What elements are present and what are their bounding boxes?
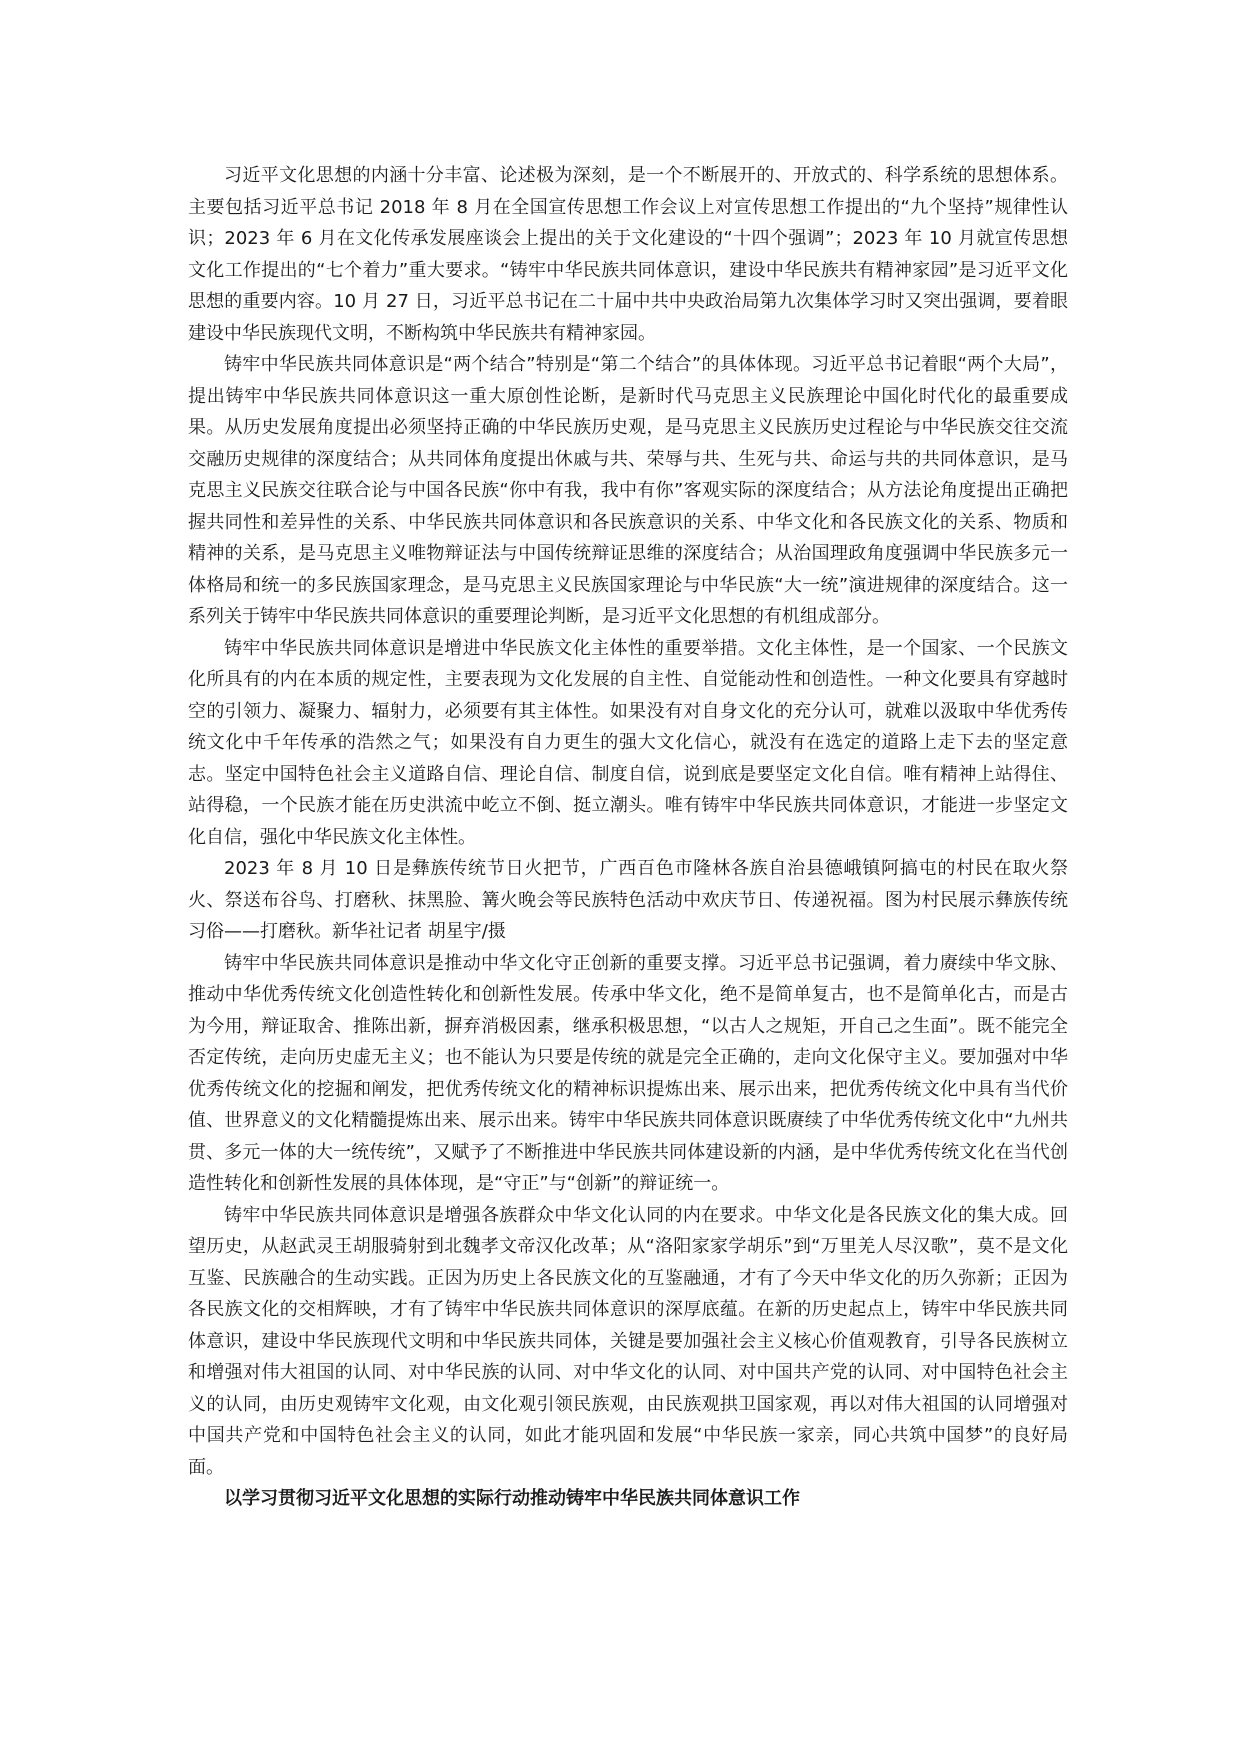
paragraph-5: 铸牢中华民族共同体意识是增强各族群众中华文化认同的内在要求。中华文化是各民族文化的集大成。回望历史，从赵武灵王胡服骑射到北魏孝文帝汉化改革；从“洛阳家家学胡乐”到“万里羌人尽汉歌”，莫不是文化互鉴、民族融合的生动实践。正因为历史上各民族文化的互鉴融通，才有了今天中华文化的历久弥新；正因为各民族文化的交相辉映，才有了铸牢中华民族共同体意识的深厚底蕴。在新的历史起点上，铸牢中华民族共同体意识，建设中华民族现代文明和中华民族共同体，关键是要加强社会主义核心价值观教育，引导各民族树立和增强对伟大祖国的认同、对中华民族的认同、对中华文化的认同、对中国共产党的认同、对中国特色社会主义的认同，由历史观铸牢文化观，由文化观引领民族观，由民族观拱卫国家观，再以对伟大祖国的认同增强对中国共产党和中国特色社会主义的认同，如此才能巩固和发展“中华民族一家亲，同心共筑中国梦”的良好局面。 (188, 1204, 1068, 1478)
paragraph-4: 铸牢中华民族共同体意识是推动中华文化守正创新的重要支撑。习近平总书记强调，着力赓续中华文脉、推动中华优秀传统文化创造性转化和创新性发展。传承中华文化，绝不是简单复古，也不是简单化古，而是古为今用，辩证取舍、推陈出新，摒弃消极因素，继承积极思想，“以古人之规矩，开自己之生面”。既不能完全否定传统，走向历史虚无主义；也不能认为只要是传统的就是完全正确的，走向文化保守主义。要加强对中华优秀传统文化的挖掘和阐发，把优秀传统文化的精神标识提炼出来、展示出来，把优秀传统文化中具有当代价值、世界意义的文化精髓提炼出来、展示出来。铸牢中华民族共同体意识既赓续了中华优秀传统文化中“九州共贯、多元一体的大一统传统”，又赋予了不断推进中华民族共同体建设新的内涵，是中华优秀传统文化在当代创造性转化和创新性发展的具体体现，是“守正”与“创新”的辩证统一。 (188, 952, 1068, 1194)
paragraph-2: 铸牢中华民族共同体意识是“两个结合”特别是“第二个结合”的具体体现。习近平总书记着眼“两个大局”，提出铸牢中华民族共同体意识这一重大原创性论断，是新时代马克思主义民族理论中国化时代化的最重要成果。从历史发展角度提出必须坚持正确的中华民族历史观，是马克思主义民族历史过程论与中华民族交往交流交融历史规律的深度结合；从共同体角度提出休戚与共、荣辱与共、生死与共、命运与共的共同体意识，是马克思主义民族交往联合论与中国各民族“你中有我，我中有你”客观实际的深度结合；从方法论角度提出正确把握共同性和差异性的关系、中华民族共同体意识和各民族意识的关系、中华文化和各民族文化的关系、物质和精神的关系，是马克思主义唯物辩证法与中国传统辩证思维的深度结合；从治国理政角度强调中华民族多元一体格局和统一的多民族国家理念，是马克思主义民族国家理论与中华民族“大一统”演进规律的深度结合。这一系列关于铸牢中华民族共同体意识的重要理论判断，是习近平文化思想的有机组成部分。 (188, 354, 1068, 627)
section-heading: 以学习贯彻习近平文化思想的实际行动推动铸牢中华民族共同体意识工作 (224, 1488, 800, 1509)
paragraph-1: 习近平文化思想的内涵十分丰富、论述极为深刻，是一个不断展开的、开放式的、科学系统的思想体系。主要包括习近平总书记 2018 年 8 月在全国宣传思想工作会议上对宣传思想工作提出的“九个坚持”规律性认识；2023 年 6 月在文化传承发展座谈会上提出的关于文化建设的“十四个强调”；2023 年 10 月就宣传思想文化工作提出的“七个着力”重大要求。“铸牢中华民族共同体意识，建设中华民族共有精神家园”是习近平文化思想的重要内容。10 月 27 日，习近平总书记在二十届中共中央政治局第九次集体学习时又突出强调，要着眼建设中华民族现代文明，不断构筑中华民族共有精神家园。 (188, 165, 1068, 344)
document-body (188, 160, 1068, 1515)
paragraph-3: 铸牢中华民族共同体意识是增进中华民族文化主体性的重要举措。文化主体性，是一个国家、一个民族文化所具有的内在本质的规定性，主要表现为文化发展的自主性、自觉能动性和创造性。一种文化要具有穿越时空的引领力、凝聚力、辐射力，必须要有其主体性。如果没有对自身文化的充分认可，就难以汲取中华优秀传统文化中千年传承的浩然之气；如果没有自力更生的强大文化信心，就没有在选定的道路上走下去的坚定意志。坚定中国特色社会主义道路自信、理论自信、制度自信，说到底是要坚定文化自信。唯有精神上站得住、站得稳，一个民族才能在历史洪流中屹立不倒、挺立潮头。唯有铸牢中华民族共同体意识，才能进一步坚定文化自信，强化中华民族文化主体性。 (188, 637, 1068, 848)
photo-caption: 2023 年 8 月 10 日是彝族传统节日火把节，广西百色市隆林各族自治县德峨镇阿搞屯的村民在取火祭火、祭送布谷鸟、打磨秋、抹黑脸、篝火晚会等民族特色活动中欢庆节日、传递祝福。图为村民展示彝族传统习俗——打磨秋。新华社记者 胡星宇/摄 (188, 858, 1068, 942)
